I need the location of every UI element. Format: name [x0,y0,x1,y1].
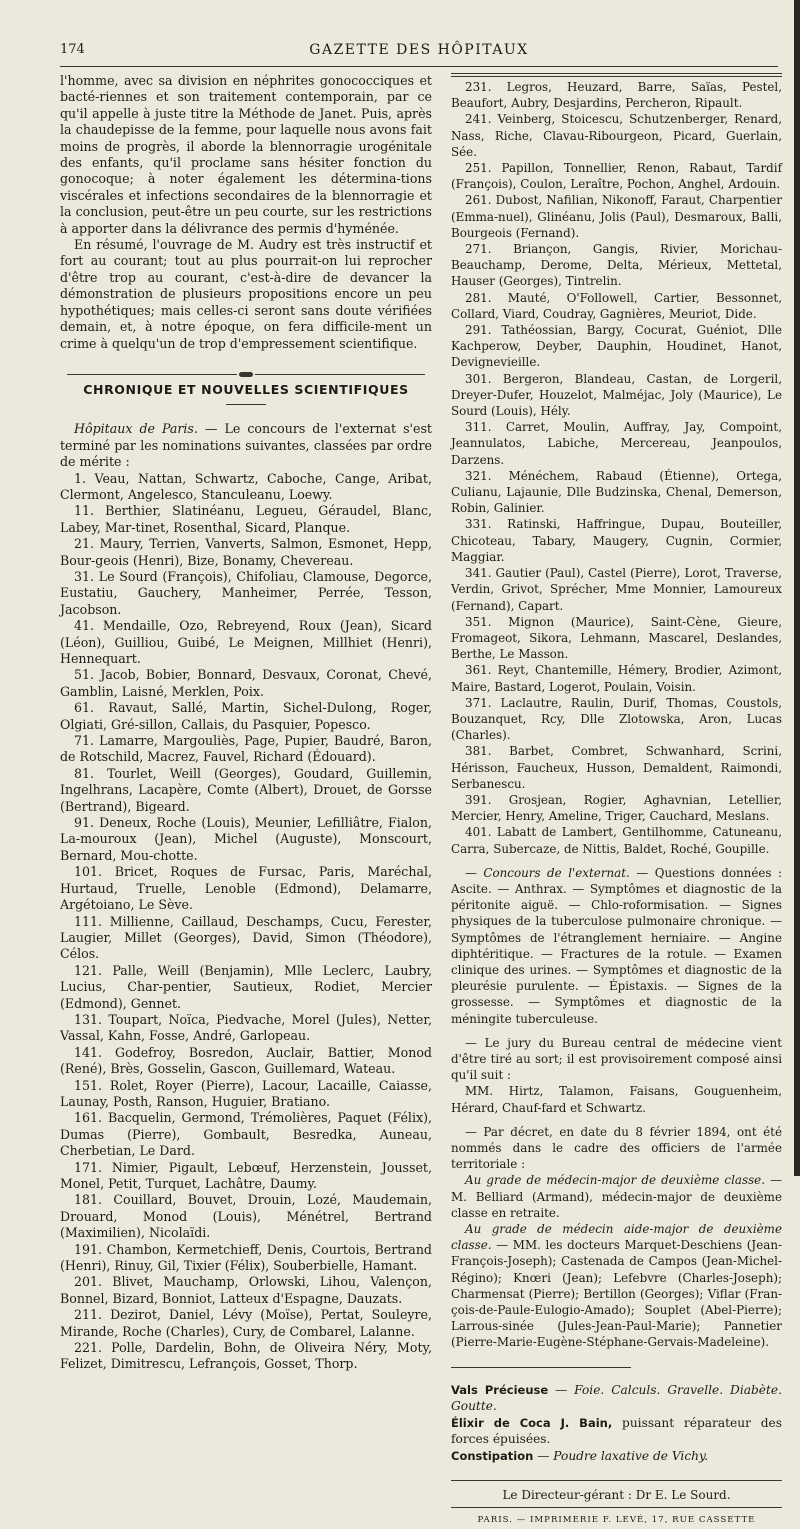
externat-lead-rest: — Le concours de l'externat s'est terminé par les nominations suivantes, classées par ordre de mérite : [60,421,432,470]
ad-constipation-text: — Poudre laxative de Vichy. [533,1448,709,1463]
ad-vals [451,1382,782,1415]
nomination-group: 101. Bricet, Roques de Fursac, Paris, Maréchal, Hurtaud, Truelle, Lenoble (Edmond), Delamarre, Argétoiano, Le Sève. [60,864,432,913]
nomination-group: 321. Ménéchem, Rabaud (Étienne), Ortega, Culianu, Lajaunie, Dlle Budzinska, Chenal, Demerson, Robin, Galinier. [451,468,782,516]
section-title: CHRONIQUE ET NOUVELLES SCIENTIFIQUES [83,381,409,397]
nomination-group: 291. Tathéossian, Bargy, Cocurat, Guéniot, Dlle Kachperow, Deyber, Dauphin, Houdinet, Hanot, Devignevieille. [451,323,782,370]
ad-vals-name: Vals Précieuse [451,1382,549,1397]
externat-intro [60,421,432,470]
jury-paragraph: — Le jury du Bureau central de médecine vient d'être tiré au sort; il est provisoirement composé ainsi qu'il suit : [451,1035,782,1083]
header-rule [60,66,778,67]
nomination-group: 251. Papillon, Tonnellier, Renon, Rabaut, Tardif (François), Coulon, Leraître, Pochon, Anghel, Ardouin. [451,161,782,192]
nomination-group: 371. Laclautre, Raulin, Durif, Thomas, Coustols, Bouzanquet, Rcy, Dlle Zlotowska, Aron, Lucas (Charles). [451,695,782,743]
nomination-group: 281. Mauté, O'Followell, Cartier, Bessonnet, Collard, Viard, Coudray, Gagnières, Meuriot, Dide. [451,290,782,321]
nomination-group: 11. Berthier, Slatinéanu, Legueu, Géraudel, Blanc, Labey, Mar-tinet, Rosenthal, Sicard, Planque. [60,503,432,535]
advertisements [451,1382,782,1465]
ad-elixir-text: puissant réparateur des forces épuisées. [451,1415,782,1447]
page-number: 174 [60,42,85,57]
nomination-group: 341. Gautier (Paul), Castel (Pierre), Lorot, Traverse, Verdin, Grivot, Sprécher, Mme Monnier, Lamoureux (Fernand), Capart. [451,566,782,613]
nomination-group: 221. Polle, Dardelin, Bohn, de Oliveira Néry, Moty, Felizet, Dimitrescu, Lefrançois, Gosset, Thorp. [60,1340,432,1372]
nomination-group: 181. Couillard, Bouvet, Drouin, Lozé, Maudemain, Drouard, Monod (Louis), Ménétrel, Bertrand (Maximilien), Nicolaïdi. [60,1192,432,1241]
grade-2-text: — MM. les docteurs Marquet-Deschiens (Jean-François-Joseph); Castenada de Campos (Jean-Michel-Régino); Knœri (Jean); Lefebvre (Charles-Joseph); Charmensat (Pierre); Bertillon (Georges); Viflar (Fran-çois-de-Paule-Eulogio-Amado); Souplet (Abel-Pierre); Larrous-sinée (Jules-Jean-Paul-Marie); Pannetier (Pierre-Marie-Eugène-Stéphane-Gervais-Madeleine). [451,1238,782,1350]
ad-elixir-name: Élixir de Coca J. Bain, [451,1415,613,1430]
nomination-group: 391. Grosjean, Rogier, Aghavnian, Letellier, Mercier, Henry, Ameline, Triger, Cauchard, Meslans. [451,792,782,824]
right-column [451,79,782,1529]
nomination-group: 111. Millienne, Caillaud, Deschamps, Cucu, Ferester, Laugier, Millet (Georges), David, Simon (Théodore), Célos. [60,913,432,962]
nomination-group: 361. Reyt, Chantemille, Hémery, Brodier, Azimont, Maire, Bastard, Logerot, Poulain, Voisin. [451,663,782,694]
section-title-rule [226,404,266,405]
nomination-group: 191. Chambon, Kermetchieff, Denis, Courtois, Bertrand (Henri), Rinuy, Gil, Tixier (Félix), Souberbielle, Hamant. [60,1241,432,1274]
nomination-list-right [451,79,782,857]
left-column [60,73,432,1373]
review-paragraph-1: l'homme, avec sa division en néphrites gonococciques et bacté-riennes et son traitement contemporain, par ce qu'il appelle à juste titre la Méthode de Janet. Puis, après la chaudepisse de la femme, pour laquelle nous avons fait moins de progrès, il aborde la blennorragie urogénitale des enfants, qu'il proclame sans hésiter fonction du gonocoque; à noter également les détermina-tions viscérales et infections secondaires de la blennorragie et la conclusion, peut-être un peu courte, sur les restrictions à apporter dans la délivrance des permis d'hyménée. [60,73,432,236]
grade-2-lead: Au grade de médecin aide-major de deuxième classe. [451,1222,782,1253]
grade-1-text: — M. Belliard (Armand), médecin-major de deuxième classe en retraite. [451,1173,783,1220]
concours-lead: Concours de l'externat. [483,865,630,880]
ad-constipation [451,1448,782,1465]
review-paragraph-2: En résumé, l'ouvrage de M. Audry est très instructif et fort au courant; tout au plus pourrait-on lui reprocher d'être trop au courant, c'est-à-dire de devancer la démonstration de plusieurs propositions encore un peu hypothétiques; mais celles-ci seront sans doute vérifiées demain, et, à notre époque, on fera difficile-ment un crime à quelqu'un de trop d'empressement scientifique. [60,237,432,351]
page-header [60,38,778,64]
nomination-group: 81. Tourlet, Weill (Georges), Goudard, Guillemin, Ingelhrans, Lacapère, Comte (Albert), Drouet, de Gorsse (Bertrand), Bigeard. [60,765,432,814]
grade-paragraph-1 [451,1172,782,1221]
nomination-group: 131. Toupart, Noïca, Piedvache, Morel (Jules), Netter, Vassal, Kahn, Fosse, André, Garlopeau. [60,1011,432,1044]
nomination-group: 261. Dubost, Nafilian, Nikonoff, Faraut, Charpentier (Emma-nuel), Glinéanu, Jolis (Paul), Desmaroux, Balli, Bourgeois (Fernand). [451,193,782,240]
ads-rule [451,1367,631,1368]
concours-text: — Questions données : Ascite. — Anthrax. — Symptômes et diagnostic de la péritonite aiguë. — Chlo-roformisation. — Signes physiques de la tuberculose pulmonaire chronique. — Symptômes de l'étranglement herniaire. — Angine diphtéritique. — Fractures de la rotule. — Examen clinique des urines. — Symptômes et diagnostic de la pleurésie purulente. — Épistaxis. — Signes de la grossesse. — Symptômes et diagnostic de la méningite tuberculeuse. [451,865,782,1026]
nomination-group: 141. Godefroy, Bosredon, Auclair, Battier, Monod (René), Brès, Gosselin, Gascon, Guillemard, Wateau. [60,1044,432,1077]
nomination-group: 71. Lamarre, Margouliès, Page, Pupier, Baudré, Baron, de Rotschild, Macrez, Fauvel, Richard (Édouard). [60,733,432,765]
ad-elixir [451,1415,782,1448]
externat-lead: Hôpitaux de Paris. [74,421,198,437]
concours-questions: — Concours de l'externat. — Questions données : Ascite. — Anthrax. — Symptômes et diagnostic de la péritonite aiguë. — Chlo-roformisation. — Signes physiques de la tuberculose pulmonaire chronique. — Symptômes de l'étranglement herniaire. — Angine diphtéritique. — Fractures de la rotule. — Examen clinique des urines. — Symptômes et diagnostic de la pleurésie purulente. — Épistaxis. — Signes de la grossesse. — Symptômes et diagnostic de la méningite tuberculeuse. [451,865,782,1026]
nomination-group: 161. Bacquelin, Germond, Trémolières, Paquet (Félix), Dumas (Pierre), Gombault, Besredka, Auneau, Cherbetian, Le Dard. [60,1110,432,1159]
ad-vals-text: — Foie. Calculs. Gravelle. Diabète. Goutte. [451,1382,782,1414]
jury-members: MM. Hirtz, Talamon, Faisans, Gouguenheim, Hérard, Chauf-fard et Schwartz. [451,1084,782,1115]
nomination-group: 121. Palle, Weill (Benjamin), Mlle Leclerc, Laubry, Lucius, Char-pentier, Sautieux, Rodiet, Mercier (Edmond), Gennet. [60,962,432,1011]
footer-rule [451,1480,782,1481]
decret-paragraph: — Par décret, en date du 8 février 1894, ont été nommés dans le cadre des officiers de l'armée territoriale : [451,1124,782,1172]
nomination-group: 381. Barbet, Combret, Schwanhard, Scrini, Hérisson, Faucheux, Husson, Demaldent, Raimondi, Serbanescu. [451,744,782,791]
page-edge-shadow [794,0,800,1176]
nomination-group: 61. Ravaut, Sallé, Martin, Sichel-Dulong, Roger, Olgiati, Gré-sillon, Callais, du Pasquier, Popesco. [60,700,432,732]
section-divider [60,366,432,376]
nomination-group: 241. Veinberg, Stoicescu, Schutzenberger, Renard, Nass, Riche, Clavau-Ribourgeon, Picard, Guerlain, Sée. [451,112,782,159]
nomination-group: 311. Carret, Moulin, Auffray, Jay, Compoint, Jeannulatos, Labiche, Mercereau, Jeanpoulos, Darzens. [451,420,782,467]
nomination-group: 201. Blivet, Mauchamp, Orlowski, Lihou, Valençon, Bonnel, Bizard, Bonniot, Latteux d'Espagne, Dauzats. [60,1274,432,1306]
nomination-group: 91. Deneux, Roche (Louis), Meunier, Lefilliâtre, Fialon, La-mouroux (Jean), Michel (Auguste), Monscourt, Bernard, Mou-chotte. [60,815,432,863]
nomination-group: 171. Nimier, Pigault, Lebœuf, Herzenstein, Jousset, Monel, Petit, Turquet, Lachâtre, Daumy. [60,1159,432,1191]
nomination-group: 331. Ratinski, Haffringue, Dupau, Bouteiller, Chicoteau, Tabary, Maugery, Cugnin, Cormier, Maggiar. [451,517,782,564]
nomination-group: 151. Rolet, Royer (Pierre), Lacour, Lacaille, Caiasse, Launay, Posth, Ranson, Huguier, Bratiano. [60,1077,432,1109]
nomination-list-left [60,471,432,1373]
footer-rule-2 [451,1507,782,1508]
nomination-group: 31. Le Sourd (François), Chifoliau, Clamouse, Degorce, Eustatiu, Gauchery, Manheimer, Perrée, Tesson, Jacobson. [60,568,432,617]
ad-constipation-name: Constipation [451,1448,534,1463]
printer-imprint: PARIS. — IMPRIMERIE F. LEVÉ, 17, RUE CASSETTE [477,1515,756,1526]
director-signature: Le Directeur-gérant : Dr E. Le Sourd. [502,1488,731,1503]
nomination-group: 1. Veau, Nattan, Schwartz, Caboche, Cange, Aribat, Clermont, Angelesco, Stanculeanu, Loewy. [60,470,432,502]
nomination-group: 351. Mignon (Maurice), Saint-Cène, Gieure, Fromageot, Sikora, Lehmann, Mascarel, Deslandes, Berthe, Le Masson. [451,614,782,662]
nomination-group: 51. Jacob, Bobier, Bonnard, Desvaux, Coronat, Chevé, Gamblin, Laisné, Merklen, Poix. [60,667,432,699]
journal-title: GAZETTE DES HÔPITAUX [309,42,529,58]
nomination-group: 301. Bergeron, Blandeau, Castan, de Lorgeril, Dreyer-Dufer, Houzelot, Malméjac, Joly (Maurice), Le Sourd (Louis), Hély. [451,371,782,419]
nomination-group: 231. Legros, Heuzard, Barre, Saïas, Pestel, Beaufort, Aubry, Desjardins, Percheron, Ripault. [451,80,782,111]
nomination-group: 271. Briançon, Gangis, Rivier, Morichau-Beauchamp, Derome, Delta, Mérieux, Mettetal, Hauser (Georges), Tintrelin. [451,242,782,289]
grade-paragraph-2 [451,1221,782,1351]
nomination-group: 21. Maury, Terrien, Vanverts, Salmon, Esmonet, Hepp, Bour-geois (Henri), Bize, Bonamy, Chevereau. [60,536,432,568]
nomination-group: 41. Mendaille, Ozo, Rebreyend, Roux (Jean), Sicard (Léon), Guilliou, Guibé, Le Meignen, Millhiet (Henri), Hennequart. [60,618,432,666]
nomination-group: 211. Dezirot, Daniel, Lévy (Moïse), Pertat, Souleyre, Mirande, Roche (Charles), Cury, de Combarel, Lalanne. [60,1307,432,1339]
grade-1-lead: Au grade de médecin-major de deuxième classe. [465,1173,765,1188]
nomination-group: 401. Labatt de Lambert, Gentilhomme, Catuneanu, Carra, Subercaze, de Nittis, Baldet, Roché, Goupille. [451,825,782,856]
